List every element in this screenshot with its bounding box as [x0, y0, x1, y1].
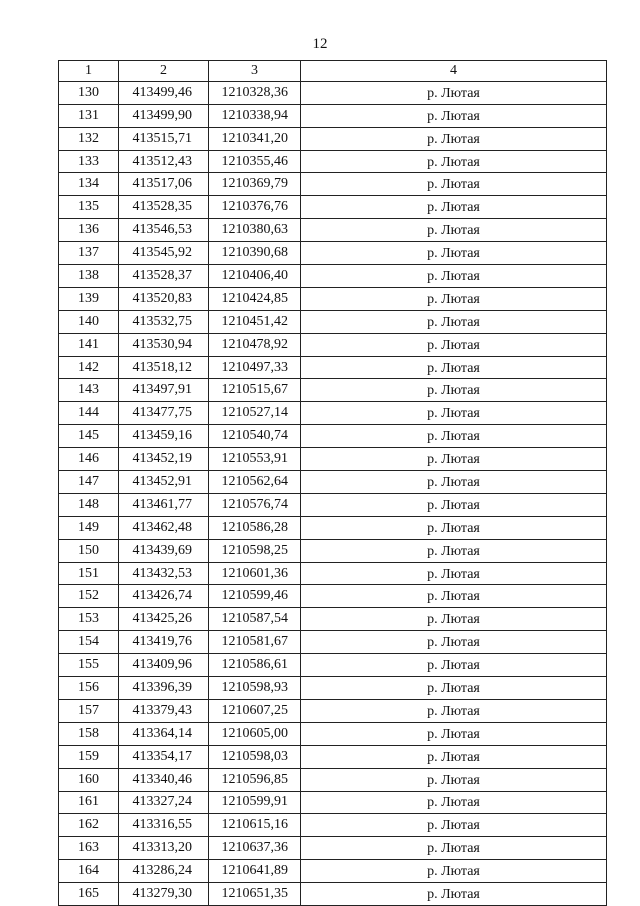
object-name-cell: р. Лютая	[301, 471, 607, 494]
point-number-cell: 148	[59, 493, 119, 516]
coordinate-x-cell: 413396,39	[119, 677, 209, 700]
coordinate-y-cell: 1210380,63	[209, 219, 301, 242]
table-row	[59, 699, 607, 722]
coordinate-y-cell: 1210586,28	[209, 516, 301, 539]
table-row	[59, 516, 607, 539]
object-name-cell: р. Лютая	[301, 608, 607, 631]
table-row	[59, 745, 607, 768]
point-number-cell: 158	[59, 722, 119, 745]
coordinate-x-cell: 413528,35	[119, 196, 209, 219]
object-name-cell: р. Лютая	[301, 493, 607, 516]
table-row	[59, 287, 607, 310]
coordinate-y-cell: 1210390,68	[209, 242, 301, 265]
coordinate-y-cell: 1210586,61	[209, 654, 301, 677]
point-number-cell: 140	[59, 310, 119, 333]
point-number-cell: 135	[59, 196, 119, 219]
table-row	[59, 768, 607, 791]
coordinate-x-cell: 413379,43	[119, 699, 209, 722]
point-number-cell: 131	[59, 104, 119, 127]
coordinate-x-cell: 413340,46	[119, 768, 209, 791]
coordinate-y-cell: 1210424,85	[209, 287, 301, 310]
object-name-cell: р. Лютая	[301, 654, 607, 677]
table-row	[59, 81, 607, 104]
point-number-cell: 146	[59, 448, 119, 471]
coordinate-x-cell: 413515,71	[119, 127, 209, 150]
coordinate-y-cell: 1210527,14	[209, 402, 301, 425]
object-name-cell: р. Лютая	[301, 791, 607, 814]
coordinate-x-cell: 413545,92	[119, 242, 209, 265]
object-name-cell: р. Лютая	[301, 883, 607, 906]
coordinate-y-cell: 1210341,20	[209, 127, 301, 150]
point-number-cell: 132	[59, 127, 119, 150]
point-number-cell: 138	[59, 265, 119, 288]
coordinate-y-cell: 1210338,94	[209, 104, 301, 127]
coordinate-y-cell: 1210515,67	[209, 379, 301, 402]
point-number-cell: 133	[59, 150, 119, 173]
coordinate-x-cell: 413528,37	[119, 265, 209, 288]
column-header: 3	[209, 61, 301, 82]
point-number-cell: 139	[59, 287, 119, 310]
coordinate-x-cell: 413520,83	[119, 287, 209, 310]
point-number-cell: 136	[59, 219, 119, 242]
point-number-cell: 154	[59, 631, 119, 654]
point-number-cell: 163	[59, 837, 119, 860]
table-body	[59, 81, 607, 905]
table-row	[59, 104, 607, 127]
object-name-cell: р. Лютая	[301, 379, 607, 402]
coordinate-x-cell: 413459,16	[119, 425, 209, 448]
coordinate-y-cell: 1210576,74	[209, 493, 301, 516]
object-name-cell: р. Лютая	[301, 127, 607, 150]
coordinate-x-cell: 413409,96	[119, 654, 209, 677]
page-number: 12	[312, 36, 328, 52]
table-row	[59, 425, 607, 448]
column-header: 2	[119, 61, 209, 82]
table-row	[59, 722, 607, 745]
table-header-row	[59, 61, 607, 82]
coordinate-x-cell: 413354,17	[119, 745, 209, 768]
coordinate-x-cell: 413512,43	[119, 150, 209, 173]
coordinate-y-cell: 1210376,76	[209, 196, 301, 219]
coordinate-y-cell: 1210369,79	[209, 173, 301, 196]
point-number-cell: 156	[59, 677, 119, 700]
coordinate-x-cell: 413425,26	[119, 608, 209, 631]
coordinate-x-cell: 413286,24	[119, 860, 209, 883]
coordinate-y-cell: 1210615,16	[209, 814, 301, 837]
point-number-cell: 142	[59, 356, 119, 379]
coordinate-x-cell: 413426,74	[119, 585, 209, 608]
table-row	[59, 219, 607, 242]
coordinate-x-cell: 413517,06	[119, 173, 209, 196]
coordinate-x-cell: 413327,24	[119, 791, 209, 814]
object-name-cell: р. Лютая	[301, 745, 607, 768]
coordinates-table	[58, 60, 607, 906]
object-name-cell: р. Лютая	[301, 699, 607, 722]
table-row	[59, 173, 607, 196]
object-name-cell: р. Лютая	[301, 539, 607, 562]
coordinate-y-cell: 1210355,46	[209, 150, 301, 173]
table-row	[59, 242, 607, 265]
point-number-cell: 164	[59, 860, 119, 883]
table-row	[59, 356, 607, 379]
coordinate-x-cell: 413530,94	[119, 333, 209, 356]
coordinate-y-cell: 1210540,74	[209, 425, 301, 448]
coordinate-y-cell: 1210451,42	[209, 310, 301, 333]
point-number-cell: 165	[59, 883, 119, 906]
table-row	[59, 333, 607, 356]
coordinate-x-cell: 413461,77	[119, 493, 209, 516]
point-number-cell: 151	[59, 562, 119, 585]
object-name-cell: р. Лютая	[301, 173, 607, 196]
point-number-cell: 150	[59, 539, 119, 562]
coordinate-y-cell: 1210605,00	[209, 722, 301, 745]
object-name-cell: р. Лютая	[301, 104, 607, 127]
coordinate-y-cell: 1210598,93	[209, 677, 301, 700]
coordinate-y-cell: 1210553,91	[209, 448, 301, 471]
table-row	[59, 631, 607, 654]
coordinate-y-cell: 1210651,35	[209, 883, 301, 906]
coordinate-x-cell: 413546,53	[119, 219, 209, 242]
column-header: 4	[301, 61, 607, 82]
table-row	[59, 654, 607, 677]
coordinate-y-cell: 1210599,46	[209, 585, 301, 608]
point-number-cell: 147	[59, 471, 119, 494]
table-row	[59, 402, 607, 425]
object-name-cell: р. Лютая	[301, 562, 607, 585]
table-row	[59, 471, 607, 494]
table-row	[59, 837, 607, 860]
object-name-cell: р. Лютая	[301, 516, 607, 539]
object-name-cell: р. Лютая	[301, 814, 607, 837]
table-row	[59, 608, 607, 631]
object-name-cell: р. Лютая	[301, 677, 607, 700]
table-row	[59, 196, 607, 219]
table-row	[59, 860, 607, 883]
coordinate-y-cell: 1210562,64	[209, 471, 301, 494]
coordinate-x-cell: 413316,55	[119, 814, 209, 837]
coordinate-x-cell: 413497,91	[119, 379, 209, 402]
table-row	[59, 791, 607, 814]
object-name-cell: р. Лютая	[301, 860, 607, 883]
coordinate-x-cell: 413499,90	[119, 104, 209, 127]
table-row	[59, 150, 607, 173]
coordinate-x-cell: 413499,46	[119, 81, 209, 104]
point-number-cell: 152	[59, 585, 119, 608]
coordinate-x-cell: 413452,19	[119, 448, 209, 471]
point-number-cell: 161	[59, 791, 119, 814]
coordinate-y-cell: 1210406,40	[209, 265, 301, 288]
object-name-cell: р. Лютая	[301, 265, 607, 288]
point-number-cell: 153	[59, 608, 119, 631]
object-name-cell: р. Лютая	[301, 768, 607, 791]
coordinate-y-cell: 1210598,25	[209, 539, 301, 562]
coordinate-x-cell: 413477,75	[119, 402, 209, 425]
object-name-cell: р. Лютая	[301, 219, 607, 242]
coordinate-x-cell: 413532,75	[119, 310, 209, 333]
point-number-cell: 134	[59, 173, 119, 196]
object-name-cell: р. Лютая	[301, 196, 607, 219]
coordinate-y-cell: 1210497,33	[209, 356, 301, 379]
coordinate-x-cell: 413364,14	[119, 722, 209, 745]
point-number-cell: 130	[59, 81, 119, 104]
point-number-cell: 145	[59, 425, 119, 448]
object-name-cell: р. Лютая	[301, 448, 607, 471]
object-name-cell: р. Лютая	[301, 425, 607, 448]
coordinate-y-cell: 1210478,92	[209, 333, 301, 356]
object-name-cell: р. Лютая	[301, 356, 607, 379]
point-number-cell: 149	[59, 516, 119, 539]
coordinate-x-cell: 413462,48	[119, 516, 209, 539]
object-name-cell: р. Лютая	[301, 837, 607, 860]
coordinate-y-cell: 1210587,54	[209, 608, 301, 631]
coordinate-y-cell: 1210641,89	[209, 860, 301, 883]
coordinate-y-cell: 1210637,36	[209, 837, 301, 860]
coordinate-x-cell: 413518,12	[119, 356, 209, 379]
coordinate-x-cell: 413419,76	[119, 631, 209, 654]
table-row	[59, 493, 607, 516]
coordinate-x-cell: 413313,20	[119, 837, 209, 860]
object-name-cell: р. Лютая	[301, 150, 607, 173]
point-number-cell: 160	[59, 768, 119, 791]
table-row	[59, 562, 607, 585]
table-row	[59, 677, 607, 700]
coordinate-x-cell: 413452,91	[119, 471, 209, 494]
table-row	[59, 883, 607, 906]
point-number-cell: 159	[59, 745, 119, 768]
point-number-cell: 137	[59, 242, 119, 265]
point-number-cell: 143	[59, 379, 119, 402]
object-name-cell: р. Лютая	[301, 402, 607, 425]
table-row	[59, 814, 607, 837]
coordinate-y-cell: 1210598,03	[209, 745, 301, 768]
point-number-cell: 144	[59, 402, 119, 425]
coordinate-y-cell: 1210596,85	[209, 768, 301, 791]
table-row	[59, 379, 607, 402]
object-name-cell: р. Лютая	[301, 585, 607, 608]
coordinate-x-cell: 413432,53	[119, 562, 209, 585]
point-number-cell: 162	[59, 814, 119, 837]
table-row	[59, 448, 607, 471]
point-number-cell: 141	[59, 333, 119, 356]
coordinate-x-cell: 413439,69	[119, 539, 209, 562]
coordinate-y-cell: 1210601,36	[209, 562, 301, 585]
coordinate-y-cell: 1210581,67	[209, 631, 301, 654]
point-number-cell: 155	[59, 654, 119, 677]
table-row	[59, 310, 607, 333]
coordinate-y-cell: 1210599,91	[209, 791, 301, 814]
table-row	[59, 585, 607, 608]
object-name-cell: р. Лютая	[301, 81, 607, 104]
object-name-cell: р. Лютая	[301, 287, 607, 310]
coordinate-x-cell: 413279,30	[119, 883, 209, 906]
object-name-cell: р. Лютая	[301, 631, 607, 654]
table-row	[59, 265, 607, 288]
coordinate-y-cell: 1210328,36	[209, 81, 301, 104]
coordinate-y-cell: 1210607,25	[209, 699, 301, 722]
object-name-cell: р. Лютая	[301, 722, 607, 745]
object-name-cell: р. Лютая	[301, 242, 607, 265]
table-row	[59, 127, 607, 150]
object-name-cell: р. Лютая	[301, 310, 607, 333]
object-name-cell: р. Лютая	[301, 333, 607, 356]
point-number-cell: 157	[59, 699, 119, 722]
table-row	[59, 539, 607, 562]
column-header: 1	[59, 61, 119, 82]
